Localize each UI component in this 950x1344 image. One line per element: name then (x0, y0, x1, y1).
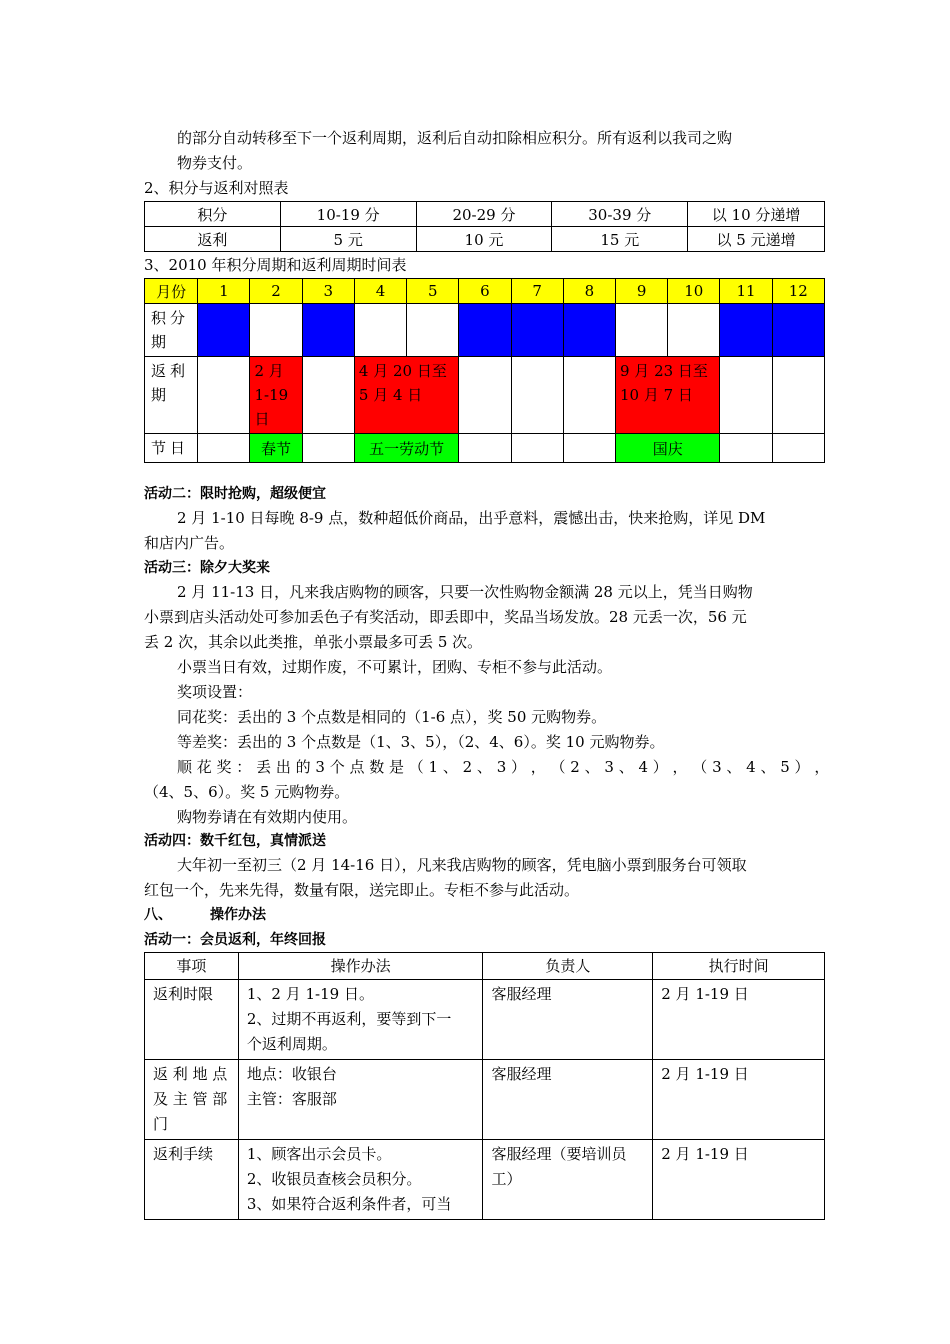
empty-cell (720, 357, 772, 434)
month-cell: 5 (407, 279, 459, 304)
column-header: 负责人 (483, 953, 653, 980)
cell: 15 元 (552, 227, 688, 252)
column-header: 事项 (145, 953, 239, 980)
schedule-header-row (145, 279, 825, 304)
holiday-national: 国庆 (615, 434, 719, 463)
holiday-label: 节日 (145, 434, 198, 463)
month-cell: 10 (668, 279, 720, 304)
item-cell: 返利手续 (145, 1140, 239, 1220)
paragraph-line: 丢 2 次，其余以此类推，单张小票最多可丢 5 次。 (144, 633, 483, 651)
owner-line: 客服经理（要培训员 (491, 1145, 627, 1163)
rebate-apr-may: 4 月 20 日至 5 月 4 日 (354, 357, 458, 434)
empty-cell (720, 434, 772, 463)
section8-number: 八、 (144, 907, 172, 923)
month-cell: 1 (198, 279, 250, 304)
points-period-row (145, 304, 825, 357)
operations-table (144, 952, 825, 1220)
section2-title: 2、积分与返利对照表 (144, 179, 289, 197)
points-period-month-6 (459, 304, 511, 357)
method-cell (238, 1140, 483, 1220)
method-line: 1、顾客出示会员卡。 (246, 1145, 392, 1163)
cell: 以 5 元递增 (688, 227, 825, 252)
empty-cell (563, 357, 615, 434)
points-period-label: 积分期 (145, 304, 198, 357)
points-period-month-1 (198, 304, 250, 357)
month-cell: 2 (250, 279, 302, 304)
paragraph-line: 等差奖：丢出的 3 个点数是（1、3、5），（2、4、6）。奖 10 元购物券。 (177, 733, 665, 751)
method-line: 3、如果符合返利条件者，可当 (246, 1195, 452, 1213)
method-line: 主管：客服部 (246, 1090, 337, 1108)
points-row (145, 202, 825, 227)
method-line: 1、2 月 1-19 日。 (246, 985, 374, 1003)
intro-line-2: 物券支付。 (177, 154, 253, 172)
empty-cell (302, 434, 354, 463)
paragraph-line: （4、5、6）。奖 5 元购物券。 (144, 783, 350, 801)
act4-title: 活动四：数千红包，真情派送 (144, 833, 326, 849)
month-cell: 9 (615, 279, 667, 304)
cell: 20-29 分 (416, 202, 552, 227)
method-cell (238, 980, 483, 1060)
empty-cell (772, 357, 824, 434)
month-cell: 8 (563, 279, 615, 304)
paragraph-line: 购物券请在有效期内使用。 (177, 808, 358, 826)
empty-cell (563, 434, 615, 463)
time-cell: 2 月 1-19 日 (653, 980, 825, 1060)
owner-cell: 客服经理 (483, 1060, 653, 1140)
points-period-month-10 (668, 304, 720, 357)
cell: 10 元 (416, 227, 552, 252)
method-line: 2、收银员查核会员积分。 (246, 1170, 422, 1188)
points-period-month-5 (407, 304, 459, 357)
owner-line: 工） (491, 1170, 522, 1188)
empty-cell (302, 357, 354, 434)
paragraph-line: 顺 花 奖 ： 丢 出 的 3 个 点 数 是 （ 1 、 2 、 3 ） ， （ 2 、 3 、 4 ） ， （ 3 、 4 、 5 ） ， (177, 758, 830, 776)
holiday-spring: 春节 (250, 434, 302, 463)
paragraph-line: 2 月 1-10 日每晚 8-9 点，数种超低价商品，出乎意料，震憾出击，快来抢购，详见 DM (177, 509, 766, 527)
item-cell (145, 1060, 239, 1140)
paragraph-line: 同花奖：丢出的 3 个点数是相同的（1-6 点），奖 50 元购物券。 (177, 708, 607, 726)
paragraph-line: 小票到店头活动处可参加丢色子有奖活动，即丢即中，奖品当场发放。28 元丢一次，56 元 (144, 608, 747, 626)
method-line: 2、过期不再返利，要等到下一 (246, 1010, 452, 1028)
method-line: 地点：收银台 (246, 1065, 337, 1083)
item-line: 返 利 地 点 (153, 1065, 228, 1083)
paragraph-line: 奖项设置： (177, 683, 253, 701)
rebate-period-row (145, 357, 825, 434)
points-period-month-8 (563, 304, 615, 357)
cell: 30-39 分 (552, 202, 688, 227)
item-line: 门 (153, 1115, 169, 1133)
points-period-month-9 (615, 304, 667, 357)
time-cell: 2 月 1-19 日 (653, 1140, 825, 1220)
paragraph-line: 红包一个，先来先得，数量有限，送完即止。专柜不参与此活动。 (144, 881, 580, 899)
empty-cell (459, 434, 511, 463)
table-row (145, 1060, 825, 1140)
operations-header-row (145, 953, 825, 980)
cell: 10-19 分 (280, 202, 416, 227)
cell: 5 元 (280, 227, 416, 252)
empty-cell (511, 434, 563, 463)
paragraph-line: 和店内广告。 (144, 534, 235, 552)
intro-line-1: 的部分自动转移至下一个返利周期，返利后自动扣除相应积分。所有返利以我司之购 (177, 129, 733, 147)
points-rebate-table (144, 201, 825, 252)
paragraph-line: 小票当日有效，过期作废，不可累计，团购、专柜不参与此活动。 (177, 658, 613, 676)
rebate-sep-oct: 9 月 23 日至 10 月 7 日 (615, 357, 719, 434)
schedule-table (144, 278, 825, 463)
act1-ops-title: 活动一：会员返利，年终回报 (144, 932, 326, 948)
rebate-period-label: 返利期 (145, 357, 198, 434)
act2-title: 活动二：限时抢购，超级便宜 (144, 486, 326, 502)
month-cell: 3 (302, 279, 354, 304)
holiday-row (145, 434, 825, 463)
method-cell (238, 1060, 483, 1140)
paragraph-line: 大年初一至初三（2 月 14-16 日），凡来我店购物的顾客，凭电脑小票到服务台可领取 (177, 856, 747, 874)
cell: 以 10 分递增 (688, 202, 825, 227)
month-cell: 12 (772, 279, 824, 304)
act3-title: 活动三：除夕大奖来 (144, 560, 270, 576)
month-cell: 6 (459, 279, 511, 304)
month-cell: 11 (720, 279, 772, 304)
empty-cell (772, 434, 824, 463)
points-period-month-12 (772, 304, 824, 357)
points-period-month-4 (354, 304, 406, 357)
points-period-month-11 (720, 304, 772, 357)
month-cell: 4 (354, 279, 406, 304)
empty-cell (198, 434, 250, 463)
item-cell: 返利时限 (145, 980, 239, 1060)
table-row (145, 1140, 825, 1220)
month-header: 月份 (145, 279, 198, 304)
owner-cell: 客服经理 (483, 980, 653, 1060)
item-line: 及 主 管 部 (153, 1090, 228, 1108)
method-line: 个返利周期。 (246, 1035, 337, 1053)
owner-cell (483, 1140, 653, 1220)
points-period-month-2 (250, 304, 302, 357)
points-period-month-3 (302, 304, 354, 357)
time-cell: 2 月 1-19 日 (653, 1060, 825, 1140)
cell: 积分 (145, 202, 281, 227)
column-header: 操作办法 (238, 953, 483, 980)
empty-cell (459, 357, 511, 434)
points-period-month-7 (511, 304, 563, 357)
empty-cell (198, 357, 250, 434)
paragraph-line: 2 月 11-13 日，凡来我店购物的顾客，只要一次性购物金额满 28 元以上，凭当日购物 (177, 583, 753, 601)
month-cell: 7 (511, 279, 563, 304)
empty-cell (511, 357, 563, 434)
section8-title: 操作办法 (210, 907, 266, 923)
column-header: 执行时间 (653, 953, 825, 980)
table-row (145, 980, 825, 1060)
section3-title: 3、2010 年积分周期和返利周期时间表 (144, 256, 407, 274)
holiday-may-day: 五一劳动节 (354, 434, 458, 463)
rebate-row (145, 227, 825, 252)
rebate-feb: 2 月 1-19 日 (250, 357, 302, 434)
cell: 返利 (145, 227, 281, 252)
